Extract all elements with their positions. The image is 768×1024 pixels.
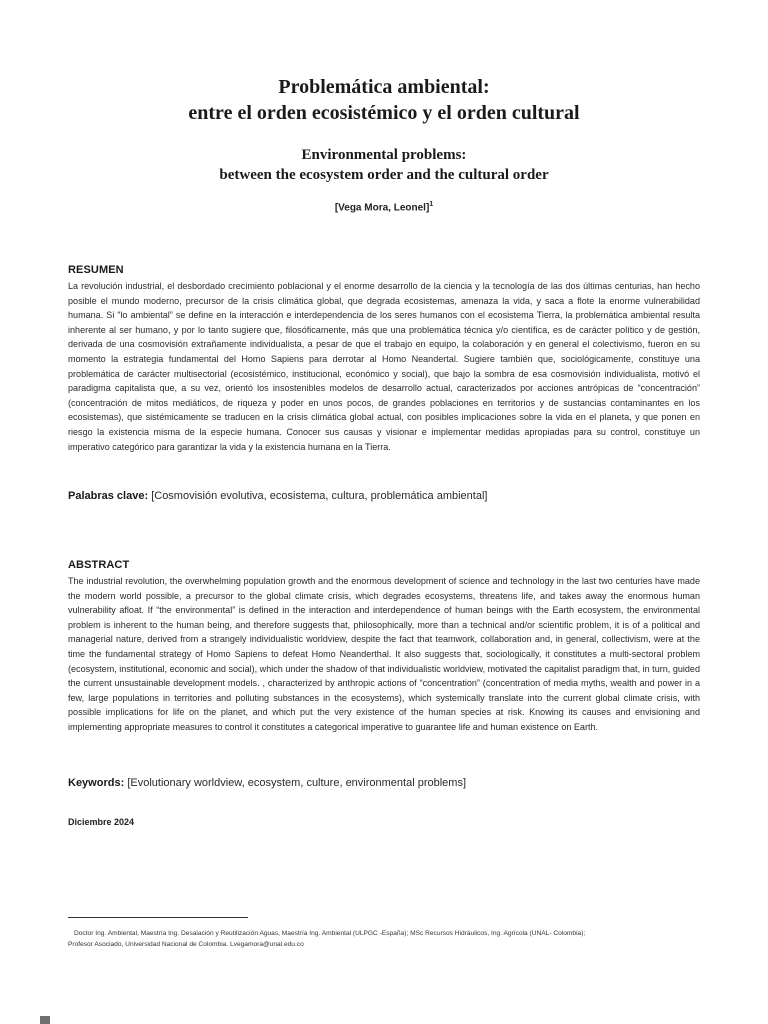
title-spanish-line1: Problemática ambiental: — [278, 76, 490, 98]
author-footnote-mark: 1 — [429, 201, 434, 208]
palabras-clave-value: [Cosmovisión evolutiva, ecosistema, cultura, problemática ambiental] — [151, 490, 488, 502]
title-english-line1: Environmental problems: — [301, 147, 467, 163]
publication-date: Diciembre 2024 — [68, 817, 135, 827]
footnote-line1: Doctor Ing. Ambiental, Maestría Ing. Desalación y Reutilización Aguas, Maestría Ing. Ambiental (ULPGC -España); MSc Recursos Hidráulicos, Ing. Agrícola (UNAL- Colombia); — [74, 930, 586, 937]
resumen-text: La revolución industrial, el desbordado crecimiento poblacional y el enorme desarrollo de la ciencia y la tecnología de las dos últimas centurias, han hecho posible el mundo moderno, precursor de la crisis climática global, que degrada ecosistemas, amenaza la vida, y saca a flote la enorme vulnerabilidad humana. Si “lo ambiental” se define en la interacción e interdependencia de los seres humanos con el ecosistema Tierra, la problemática ambiental resulta inherente al ser humano, y por lo tanto sugiere que, filosóficamente, más que una problemática técnica y/o científica, es de carácter político y de gestión, derivada de una cosmovisión extrañamente individualista, a pesar de que el trabajo en equipo, la colaboración y en general el colectivismo, fueron en su momento la estrategia fundamental del Homo Sapiens para derrotar al Homo Neandertal. Sugiere también que, sociológicamente, constituye una problemática de carácter multisectorial (ecosistémico, institucional, económico y social), que bajo la sombra de esa cosmovisión individualista, motivó el paradigma capitalista que, a su vez, orientó los insostenibles modelos de desarrollo actual, caracterizados por acciones antrópicas de “concentración” (concentración de mitos mediáticos, de riqueza y poder en unos pocos, de grandes poblaciones en territorios y de sustancias contaminantes en los ecosistemas), que sistémicamente se traducen en la crisis climática global actual, con posibles implicaciones sobre la vida en el planeta, y que ponen en riesgo la existencia misma de la especie humana. Conocer sus causas y visionar e implementar medidas apropiadas para su control, constituye un imperativo categórico para garantizar la vida y la existencia humana en la Tierra. — [68, 281, 700, 452]
palabras-clave — [68, 489, 700, 503]
footnote — [68, 929, 708, 950]
footnote-divider — [68, 917, 248, 918]
palabras-clave-label: Palabras clave: — [68, 490, 149, 502]
author-line — [68, 201, 700, 213]
page-corner-mark — [40, 1016, 50, 1024]
title-spanish — [68, 74, 700, 126]
abstract-heading: ABSTRACT — [68, 559, 130, 571]
title-spanish-line2: entre el orden ecosistémico y el orden cultural — [188, 102, 580, 124]
footnote-line2: Profesor Asociado, Universidad Nacional de Colombia. Lvegamora@unal.edu.co — [68, 940, 304, 948]
keywords-label: Keywords: — [68, 777, 125, 789]
abstract-text: The industrial revolution, the overwhelming population growth and the enormous development of science and technology in the last two centuries have made the modern world possible, a precursor to the global climate crisis, which degrades ecosystems, threatens life, and takes away the enormous human vulnerability afloat. If “the environmental” is defined in the interaction and interdependence of human beings with the Earth ecosystem, the environmental problem is inherent to the human being, and therefore suggests that, philosophically, more than a technical and/or scientific problem, it is of a political and managerial nature, derived from a strangely individualistic worldview, despite the fact that teamwork, collaboration and, in general, collectivism, were at the time the fundamental strategy of Homo Sapiens to defeat Homo Neanderthal. It also suggests that, sociologically, it constitutes a multi-sectoral problem (ecosystem, institutional, economic and social), which under the shadow of that individualistic worldview, motivated the capitalist paradigm that, in turn, guided the current unsustainable development models. , characterized by anthropic actions of “concentration” (concentration of media myths, wealth and power in a few, large populations in territories and polluting substances in the ecosystems), which systemically translate into the current global climate crisis, with possible implications for life on the planet, and which put the very existence of the human species at risk. Knowing its causes and envisioning and implementing appropriate measures to control it constitutes a categorical imperative to guarantee life and human existence on Earth. — [68, 576, 700, 732]
keywords-value: [Evolutionary worldview, ecosystem, culture, environmental problems] — [127, 777, 467, 789]
author-name: [Vega Mora, Leonel] — [334, 202, 430, 214]
keywords — [68, 776, 700, 790]
title-english — [68, 145, 700, 185]
title-english-line2: between the ecosystem order and the cultural order — [219, 167, 549, 183]
resumen-heading: RESUMEN — [68, 264, 124, 276]
